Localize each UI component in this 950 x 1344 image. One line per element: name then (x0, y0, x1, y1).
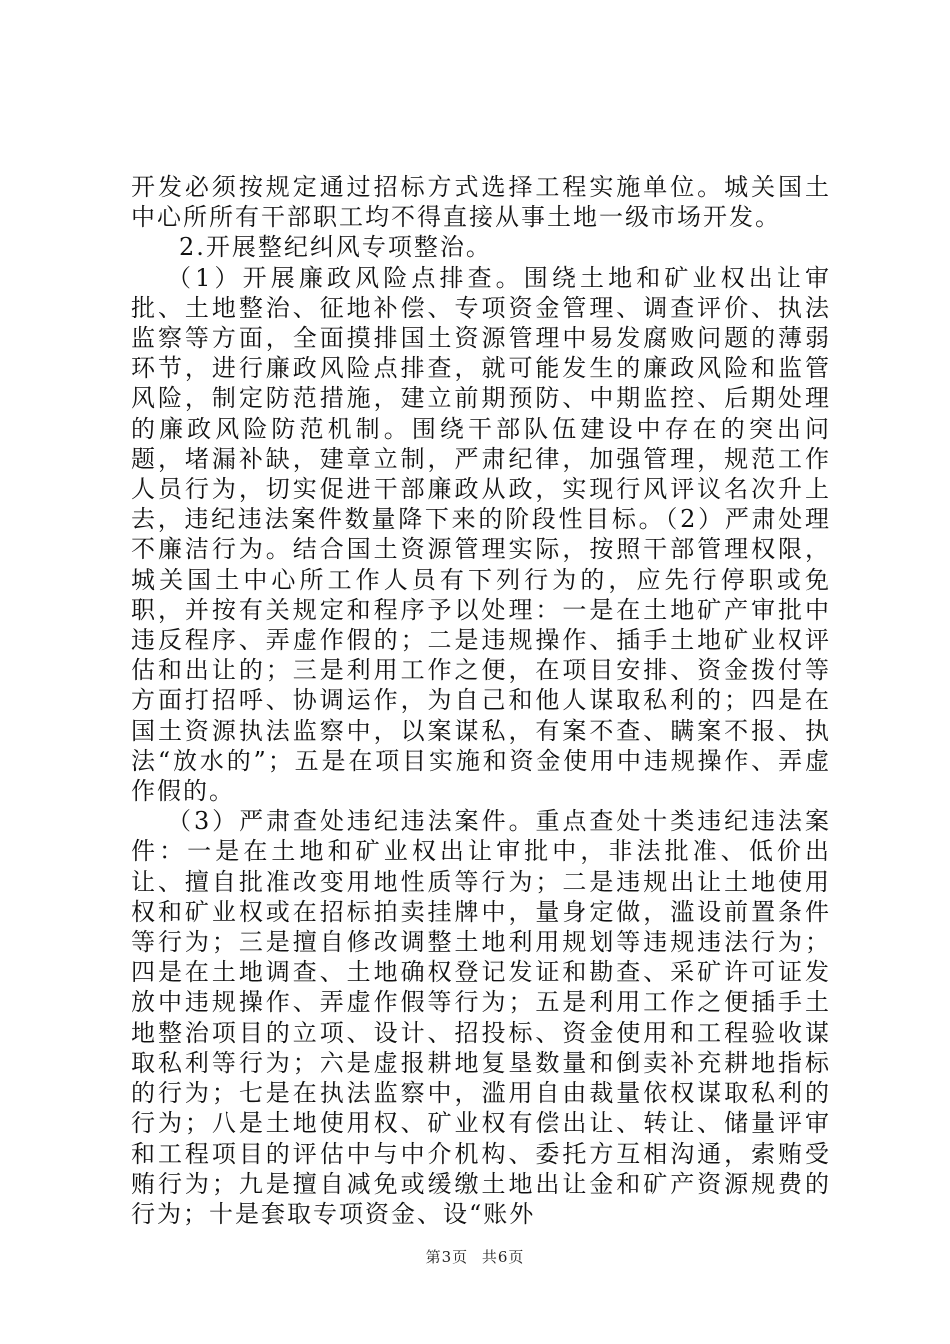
paragraph-risk-screening: （1）开展廉政风险点排查。围绕土地和矿业权出让审批、土地整治、征地补偿、专项资金管理、调查评价、执法监察等方面，全面摸排国土资源管理中易发腐败问题的薄弱环节，进行廉政风险点排查，就可能发生的廉政风险和监管风险，制定防范措施，建立前期预防、中期监控、后期处理的廉政风险防范机制。围绕干部队伍建设中存在的突出问题，堵漏补缺，建章立制，严肃纪律，加强管理，规范工作人员行为，切实促进干部廉政从政，实现行风评议名次升上去，违纪违法案件数量降下来的阶段性目标。（2）严肃处理不廉洁行为。结合国土资源管理实际，按照干部管理权限，城关国土中心所工作人员有下列行为的，应先行停职或免职，并按有关规定和程序予以处理：一是在土地矿产审批中违反程序、弄虚作假的；二是违规操作、插手土地矿业权评估和出让的；三是利用工作之便，在项目安排、资金拨付等方面打招呼、协调运作，为自己和他人谋取私利的；四是在国土资源执法监察中，以案谋私，有案不查、瞒案不报、执法“放水的”；五是在项目实施和资金使用中违规操作、弄虚作假的。 (131, 263, 831, 806)
paragraph-continuation: 开发必须按规定通过招标方式选择工程实施单位。城关国土中心所所有干部职工均不得直接从事土地一级市场开发。 (131, 173, 831, 232)
document-body (131, 172, 831, 1229)
section-heading: 2.开展整纪纠风专项整治。 (179, 233, 492, 262)
page-footer (0, 1246, 950, 1267)
paragraph-case-investigation: （3）严肃查处违纪违法案件。重点查处十类违纪违法案件：一是在土地和矿业权出让审批中，非法批准、低价出让、擅自批准改变用地性质等行为；二是违规出让土地使用权和矿业权或在招标拍卖挂牌中，量身定做，滥设前置条件等行为；三是擅自修改调整土地利用规划等违规违法行为；四是在土地调查、土地确权登记发证和勘查、采矿许可证发放中违规操作、弄虚作假等行为；五是利用工作之便插手土地整治项目的立项、设计、招投标、资金使用和工程验收谋取私利等行为；六是虚报耕地复垦数量和倒卖补充耕地指标的行为；七是在执法监察中，滥用自由裁量依权谋取私利的行为；八是土地使用权、矿业权有偿出让、转让、储量评审和工程项目的评估中与中介机构、委托方互相沟通，索贿受贿行为；九是擅自减免或缓缴土地出让金和矿产资源规费的行为；十是套取专项资金、设“账外 (131, 807, 831, 1228)
page-number: 第3页 (425, 1248, 469, 1266)
page-total: 共6页 (481, 1248, 525, 1266)
